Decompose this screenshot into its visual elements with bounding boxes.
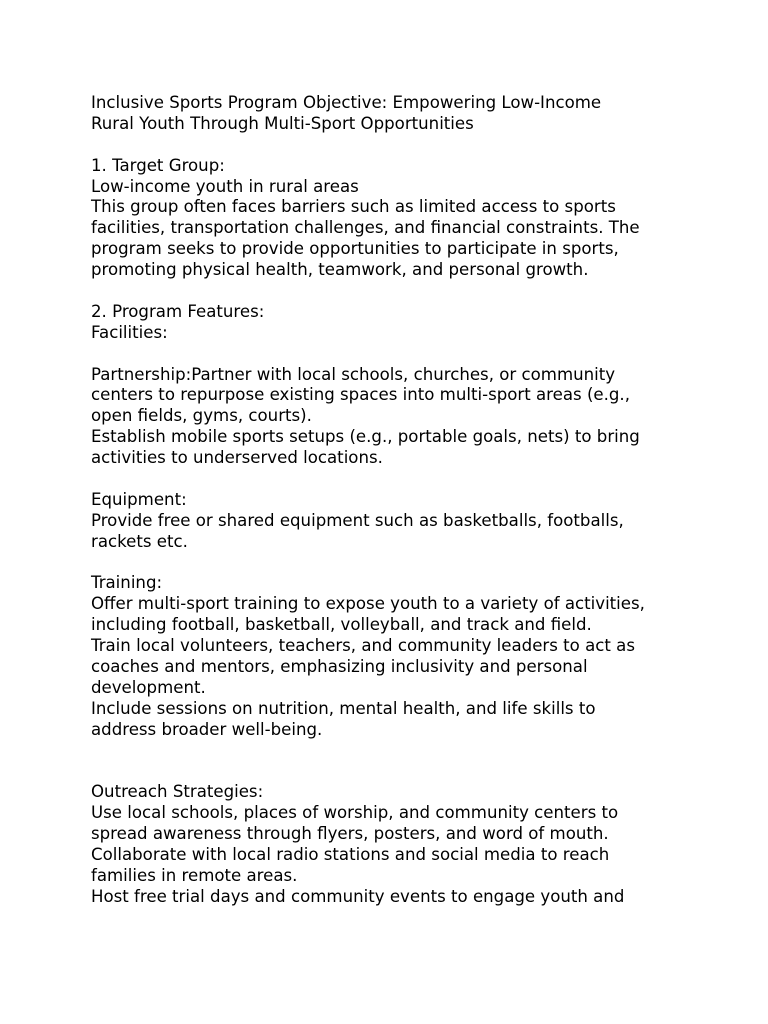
outreach-heading: Outreach Strategies: <box>91 782 264 802</box>
blank-line <box>91 762 711 783</box>
outreach-text-line: spread awareness through flyers, posters, and word of mouth. <box>91 824 609 844</box>
target-group-text-line: program seeks to provide opportunities to participate in sports, <box>91 239 619 259</box>
training-text-line: development. <box>91 677 206 697</box>
training-text-line: Train local volunteers, teachers, and community leaders to act as <box>91 636 635 656</box>
outreach-text-line: Use local schools, places of worship, and community centers to <box>91 803 619 823</box>
target-group-text-line: This group often faces barriers such as limited access to sports <box>91 197 616 217</box>
target-group-text-line: promoting physical health, teamwork, and personal growth. <box>91 260 589 280</box>
document-body <box>91 93 711 908</box>
facilities-text-line: Establish mobile sports setups (e.g., portable goals, nets) to bring <box>91 427 640 447</box>
blank-line <box>91 553 711 574</box>
training-text-line: address broader well-being. <box>91 719 323 739</box>
section-heading-program-features: 2. Program Features: <box>91 301 265 321</box>
blank-line <box>91 469 711 490</box>
outreach-text-line: Host free trial days and community events to engage youth and <box>91 886 625 906</box>
document-title-line-2: Rural Youth Through Multi-Sport Opportunities <box>91 113 474 133</box>
equipment-text-line: Provide free or shared equipment such as basketballs, footballs, <box>91 510 624 530</box>
document-title-line-1: Inclusive Sports Program Objective: Empowering Low-Income <box>91 93 602 112</box>
blank-line <box>91 135 711 156</box>
facilities-text-line: centers to repurpose existing spaces into multi-sport areas (e.g., <box>91 385 630 405</box>
blank-line <box>91 741 711 762</box>
equipment-text-line: rackets etc. <box>91 531 188 551</box>
blank-line <box>91 344 711 365</box>
outreach-text-line: Collaborate with local radio stations and social media to reach <box>91 845 610 865</box>
blank-line <box>91 281 711 302</box>
training-text-line: Offer multi-sport training to expose youth to a variety of activities, <box>91 594 645 614</box>
equipment-heading: Equipment: <box>91 489 187 509</box>
section-heading-target-group: 1. Target Group: <box>91 155 225 175</box>
facilities-text-line: activities to underserved locations. <box>91 448 383 468</box>
training-text-line: coaches and mentors, emphasizing inclusivity and personal <box>91 657 588 677</box>
training-heading: Training: <box>91 573 163 593</box>
facilities-text-line: Partnership:Partner with local schools, churches, or community <box>91 364 616 384</box>
target-group-subheading: Low-income youth in rural areas <box>91 176 359 196</box>
facilities-text-line: open fields, gyms, courts). <box>91 406 312 426</box>
training-text-line: Include sessions on nutrition, mental health, and life skills to <box>91 698 596 718</box>
facilities-heading: Facilities: <box>91 322 168 342</box>
target-group-text-line: facilities, transportation challenges, and financial constraints. The <box>91 218 640 238</box>
training-text-line: including football, basketball, volleyball, and track and field. <box>91 615 592 635</box>
outreach-text-line: families in remote areas. <box>91 865 298 885</box>
